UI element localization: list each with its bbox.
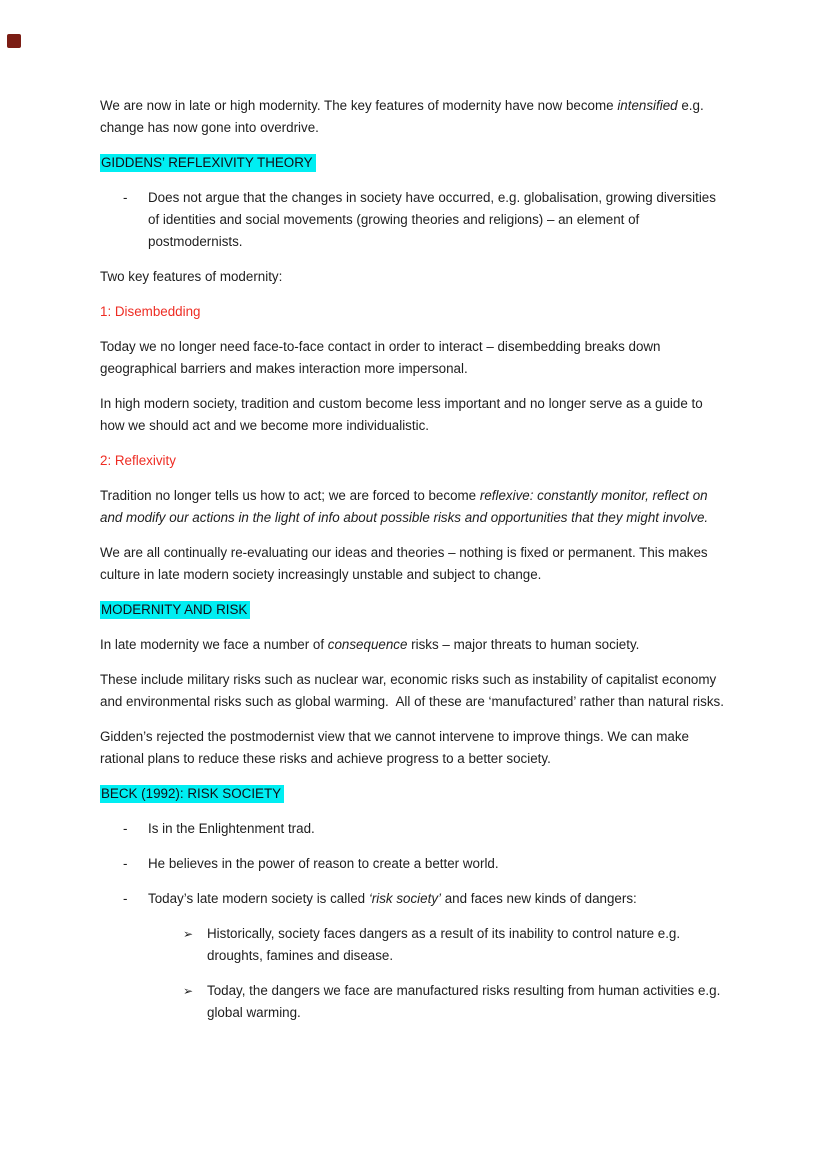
intro-paragraph: We are now in late or high modernity. The key features of modernity have now become intensified e.g. change has now gone into overdrive.: [100, 98, 708, 135]
bullet-text: Does not argue that the changes in society have occurred, e.g. globalisation, growing diversities of identities and social movements (growing theories and religions) – an element of postmodernists.: [148, 190, 720, 249]
beck-bullet-2: [100, 853, 730, 875]
beck-sub-bullet-1: [100, 923, 730, 967]
reflexivity-paragraph-2: We are all continually re-evaluating our ideas and theories – nothing is fixed or permanent. This makes culture in late modern society increasingly unstable and subject to change.: [100, 545, 712, 582]
disembedding-paragraph-1: Today we no longer need face-to-face contact in order to interact – disembedding breaks down geographical barriers and makes interaction more impersonal.: [100, 339, 665, 376]
giddens-bullet: [100, 187, 730, 253]
reflexivity-paragraph-1: Tradition no longer tells us how to act; we are forced to become reflexive: constantly monitor, reflect on and modify our actions in the light of info about possible risks and opportunities that they might involve.: [100, 488, 712, 525]
risk-paragraph-1: In late modernity we face a number of consequence risks – major threats to human society.: [100, 637, 640, 652]
risk-paragraph-3: Gidden’s rejected the postmodernist view that we cannot intervene to improve things. We can make rational plans to reduce these risks and achieve progress to a better society.: [100, 729, 693, 766]
dash-bullet-marker: -: [123, 821, 128, 836]
beck-sub-bullet-2: [100, 980, 730, 1024]
disembedding-paragraph-2: In high modern society, tradition and custom become less important and no longer serve as a guide to how we should act and we become more individualistic.: [100, 396, 707, 433]
arrow-bullet-marker: ➢: [183, 927, 194, 941]
dash-bullet-marker: -: [123, 190, 128, 205]
heading-reflexivity: 2: Reflexivity: [100, 453, 176, 468]
heading-disembedding: 1: Disembedding: [100, 304, 201, 319]
bullet-text: Today, the dangers we face are manufactured risks resulting from human activities e.g. global warming.: [207, 983, 725, 1020]
bullet-text: Is in the Enlightenment trad.: [148, 821, 315, 836]
heading-modernity-and-risk: [100, 599, 730, 621]
bullet-text: Today’s late modern society is called ‘risk society’ and faces new kinds of dangers:: [148, 891, 637, 906]
highlighted-text: GIDDENS’ REFLEXIVITY THEORY: [100, 154, 316, 172]
dash-bullet-marker: -: [123, 856, 128, 871]
beck-bullet-3: [100, 888, 730, 910]
bullet-text: He believes in the power of reason to create a better world.: [148, 856, 499, 871]
heading-beck-risk-society: [100, 783, 730, 805]
dash-bullet-marker: -: [123, 891, 128, 906]
corner-marker: [7, 34, 21, 48]
highlighted-text: MODERNITY AND RISK: [100, 601, 250, 619]
highlighted-text: BECK (1992): RISK SOCIETY: [100, 785, 284, 803]
two-key-features-line: Two key features of modernity:: [100, 269, 283, 284]
heading-giddens-reflexivity-theory: [100, 152, 730, 174]
arrow-bullet-marker: ➢: [183, 984, 194, 998]
bullet-text: Historically, society faces dangers as a result of its inability to control nature e.g. droughts, famines and disease.: [207, 926, 684, 963]
risk-paragraph-2: These include military risks such as nuclear war, economic risks such as instability of capitalist economy and environmental risks such as global warming. All of these are ‘manufactured’ rather than natural risks.: [100, 672, 724, 709]
document-content: [100, 95, 730, 1037]
beck-bullet-1: [100, 818, 730, 840]
